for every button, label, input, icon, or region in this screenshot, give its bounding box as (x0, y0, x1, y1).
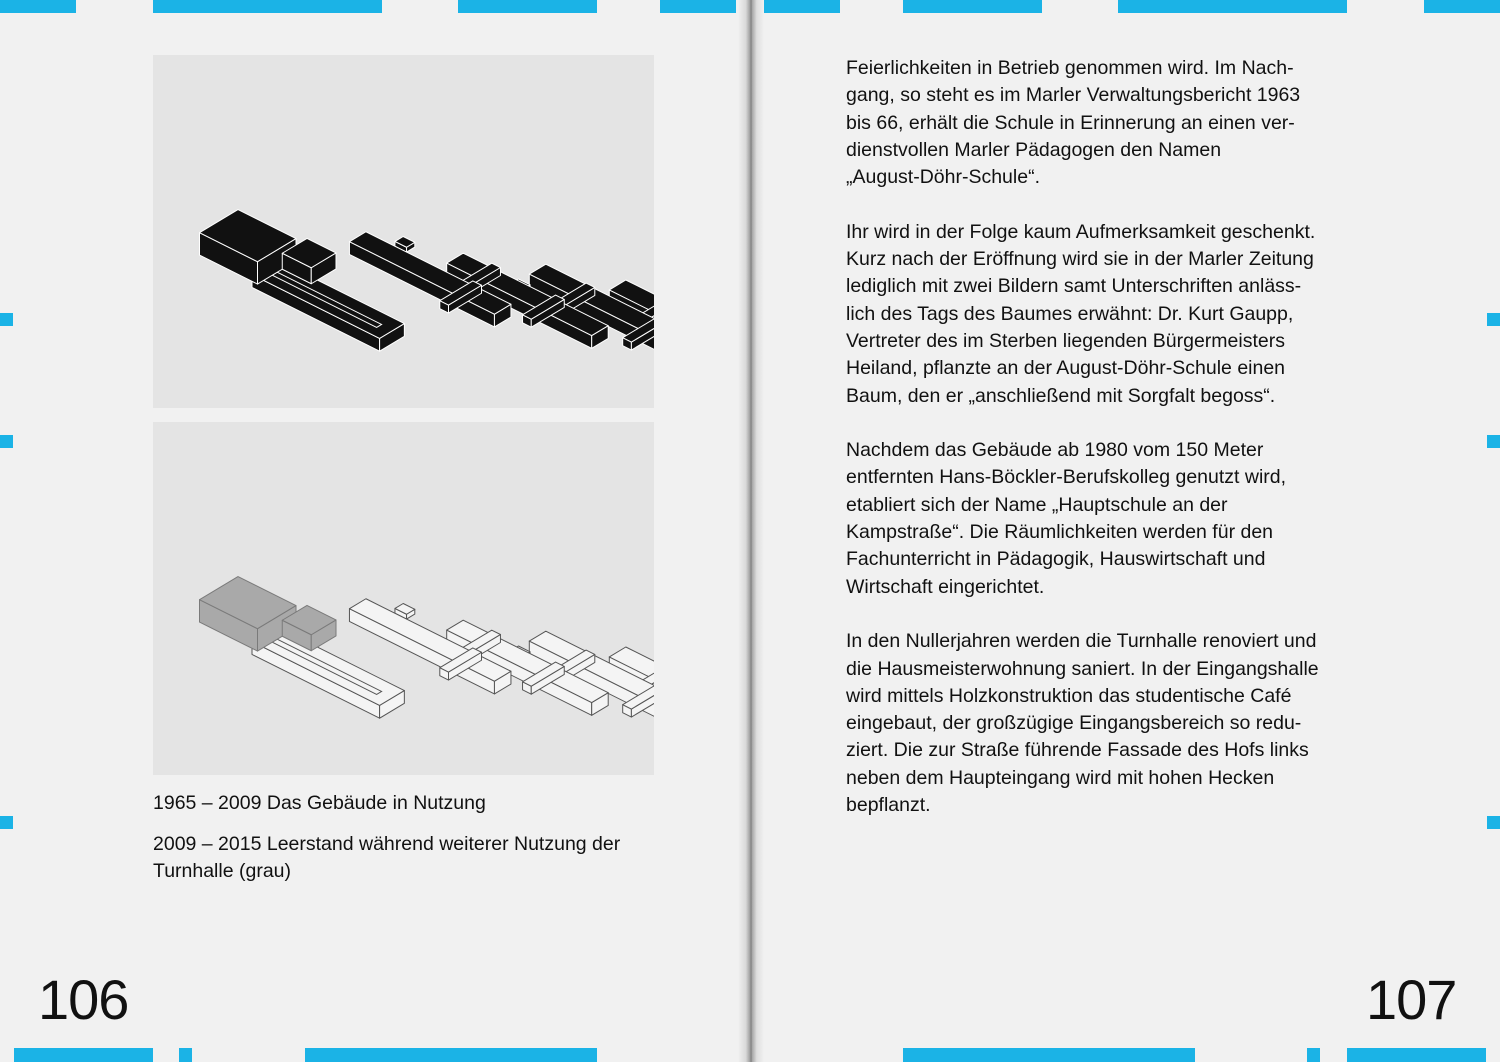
page-number-right: 107 (1366, 968, 1457, 1031)
crop-mark-top-5 (764, 0, 840, 13)
text-line: bepflanzt. (846, 794, 931, 817)
crop-mark-bottom-2 (179, 1048, 192, 1062)
text-line: Wirtschaft eingerichtet. (846, 575, 1045, 598)
text-line: lediglich mit zwei Bildern samt Unterschriften anläss- (846, 275, 1302, 298)
text-line: Feierlichkeiten in Betrieb genommen wird. Im Nach- (846, 57, 1294, 79)
crop-mark-top-3 (458, 0, 597, 13)
text-line: wird mittels Holzkonstruktion das studentische Café (846, 684, 1292, 707)
text-line: eingebaut, der großzügige Eingangsbereich so redu- (846, 712, 1302, 735)
text-line: „August-Döhr-Schule“. (846, 166, 1040, 189)
crop-mark-top-6 (903, 0, 1042, 13)
text-line: In den Nullerjahren werden die Turnhalle renoviert und (846, 630, 1317, 653)
text-line: die Hausmeisterwohnung saniert. In der Eingangshalle (846, 657, 1319, 680)
crop-mark-bottom-5 (1307, 1048, 1320, 1062)
crop-mark-right-1 (1487, 313, 1500, 326)
text-line: lich des Tags des Baumes erwähnt: Dr. Kurt Gaupp, (846, 302, 1294, 325)
text-line: Fachunterricht in Pädagogik, Hauswirtschaft und (846, 548, 1266, 571)
text-line: dienstvollen Marler Pädagogen den Namen (846, 138, 1222, 161)
axonometric-figure-in-use (153, 55, 654, 408)
crop-mark-top-4 (660, 0, 736, 13)
text-line: ziert. Die zur Straße führende Fassade des Hofs links (846, 739, 1309, 762)
body-text (846, 55, 1356, 847)
page-number-left: 106 (38, 968, 129, 1031)
crop-mark-right-2 (1487, 435, 1500, 448)
book-gutter (738, 0, 764, 1062)
text-line: neben dem Haupteingang wird mit hohen Hecken (846, 766, 1275, 789)
crop-mark-top-1 (0, 0, 76, 13)
text-line: Vertreter des im Sterben liegenden Bürgermeisters (846, 329, 1285, 352)
text-line: Nachdem das Gebäude ab 1980 vom 150 Meter (846, 439, 1264, 462)
crop-mark-left-1 (0, 313, 13, 326)
crop-mark-bottom-3 (305, 1048, 597, 1062)
crop-mark-top-2 (153, 0, 382, 13)
text-line: Ihr wird in der Folge kaum Aufmerksamkeit geschenkt. (846, 220, 1316, 243)
text-line: bis 66, erhält die Schule in Erinnerung an einen ver- (846, 111, 1295, 134)
crop-mark-bottom-4 (903, 1048, 1195, 1062)
crop-mark-left-3 (0, 816, 13, 829)
crop-mark-bottom-6 (1347, 1048, 1486, 1062)
text-line: Heiland, pflanzte an der August-Döhr-Schule einen (846, 357, 1286, 380)
crop-mark-top-8 (1424, 0, 1500, 13)
paragraph-2 (846, 219, 1356, 410)
crop-mark-right-3 (1487, 816, 1500, 829)
text-line: entfernten Hans-Böckler-Berufskolleg genutzt wird, (846, 466, 1287, 489)
axonometric-figure-vacant (153, 422, 654, 775)
crop-mark-bottom-1 (14, 1048, 153, 1062)
figure-caption-1: 1965 – 2009 Das Gebäude in Nutzung (153, 792, 486, 814)
text-line: Kurz nach der Eröffnung wird sie in der Marler Zeitung (846, 248, 1314, 271)
paragraph-3 (846, 437, 1356, 601)
text-line: Kampstraße“. Die Räumlichkeiten werden für den (846, 521, 1274, 544)
crop-mark-left-2 (0, 435, 13, 448)
building-axonometric-black (153, 55, 654, 408)
building-axonometric-outline (153, 422, 654, 775)
crop-mark-top-7 (1118, 0, 1347, 13)
paragraph-1 (846, 55, 1356, 191)
text-line: Baum, den er „anschließend mit Sorgfalt begoss“. (846, 384, 1276, 407)
text-line: etabliert sich der Name „Hauptschule an der (846, 493, 1228, 516)
paragraph-4 (846, 628, 1356, 819)
figure-caption-2: 2009 – 2015 Leerstand während weiterer Nutzung der Turnhalle (grau) (153, 833, 621, 882)
text-line: gang, so steht es im Marler Verwaltungsbericht 1963 (846, 84, 1301, 107)
